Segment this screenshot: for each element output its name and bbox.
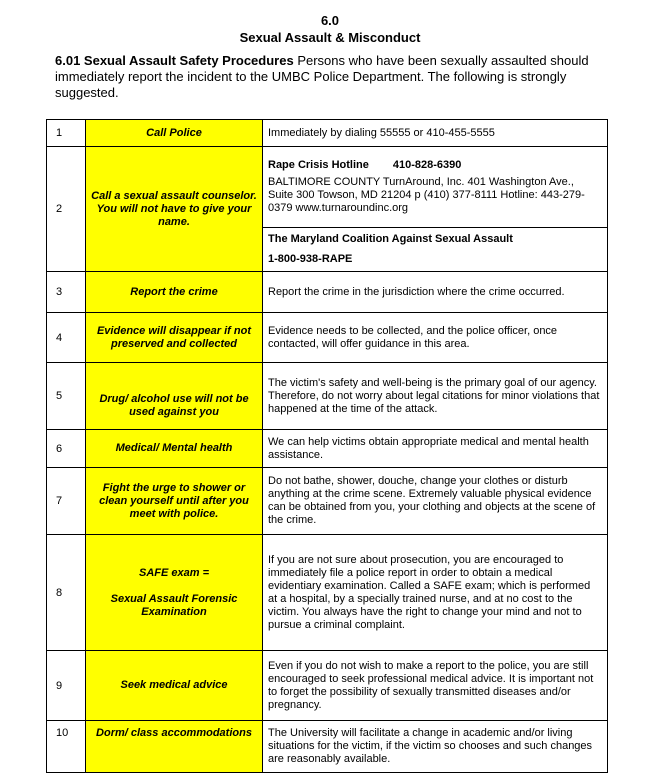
step-label [86, 535, 263, 651]
step-label: Fight the urge to shower or clean yourself until after you meet with police. [86, 468, 263, 535]
row-number: 5 [47, 363, 86, 430]
coalition-name: The Maryland Coalition Against Sexual Assault [268, 233, 513, 245]
step-label: Evidence will disappear if not preserved and collected [86, 313, 263, 363]
procedures-table [46, 119, 608, 773]
step-description: Even if you do not wish to make a report to the police, you are still encouraged to seek professional medical advice. It is important not to forget the possibility of sexually transmitted diseases and/or pregnancy. [263, 651, 608, 721]
row-number: 4 [47, 313, 86, 363]
hotline-detail: BALTIMORE COUNTY TurnAround, Inc. 401 Washington Ave., Suite 300 Towson, MD 21204 p (410) 377-8111 Hotline: 443-279-0379 www.turnaroundinc.org [268, 176, 585, 214]
table-row [47, 430, 608, 468]
hotline-cell [263, 147, 608, 228]
intro-text: Persons who have been sexually assaulted should immediately report the incident to the UMBC Police Department. The following is strongly suggested. [55, 53, 589, 100]
step-label: Report the crime [86, 272, 263, 313]
table-row [47, 651, 608, 721]
intro-heading: 6.01 Sexual Assault Safety Procedures [55, 53, 294, 68]
section-number: 6.0 [320, 13, 340, 28]
table-row [47, 120, 608, 147]
section-title: Sexual Assault & Misconduct [239, 30, 421, 45]
step-label: Drug/ alcohol use will not be used against you [86, 363, 263, 430]
intro-paragraph [55, 53, 625, 101]
coalition-cell [263, 228, 608, 272]
table-row [47, 721, 608, 773]
step-description: If you are not sure about prosecution, you are encouraged to immediately file a police report in order to obtain a medical evidentiary examination. Called a SAFE exam; which is performed at a hospital, by a specially trained nurse, and at no cost to the victim. You always have the right to change your mind and not to pursue a criminal complaint. [263, 535, 608, 651]
step-label: Call a sexual assault counselor. You will not have to give your name. [86, 147, 263, 272]
hotline-phone: 410-828-6390 [392, 159, 462, 171]
step-description: Report the crime in the jurisdiction where the crime occurred. [263, 272, 608, 313]
table-row [47, 535, 608, 651]
row-number: 3 [47, 272, 86, 313]
table-row [47, 272, 608, 313]
table-row [47, 313, 608, 363]
safe-exam-definition: Sexual Assault Forensic Examination [110, 592, 238, 618]
step-description: We can help victims obtain appropriate medical and mental health assistance. [263, 430, 608, 468]
row-number: 7 [47, 468, 86, 535]
row-number: 6 [47, 430, 86, 468]
step-description: Immediately by dialing 55555 or 410-455-5555 [263, 120, 608, 147]
step-description: Evidence needs to be collected, and the police officer, once contacted, will offer guidance in this area. [263, 313, 608, 363]
coalition-phone: 1-800-938-RAPE [268, 253, 353, 265]
table-row [47, 468, 608, 535]
row-number: 1 [47, 120, 86, 147]
step-description: The victim's safety and well-being is the primary goal of our agency. Therefore, do not worry about legal citations for minor violations that happened at the time of the attack. [263, 363, 608, 430]
safe-exam-label: SAFE exam = [138, 566, 209, 579]
row-number: 2 [47, 147, 86, 272]
table-row [47, 147, 608, 228]
step-label: Call Police [86, 120, 263, 147]
step-label: Seek medical advice [86, 651, 263, 721]
row-number: 10 [47, 721, 86, 773]
hotline-name: Rape Crisis Hotline [268, 159, 369, 171]
table-row [47, 363, 608, 430]
step-description: Do not bathe, shower, douche, change your clothes or disturb anything at the crime scene. Extremely valuable physical evidence can be obtained from you, your clothing and objects at the scene of the crime. [263, 468, 608, 535]
step-description: The University will facilitate a change in academic and/or living situations for the victim, if the victim so chooses and such changes are reasonably available. [263, 721, 608, 773]
row-number: 8 [47, 535, 86, 651]
row-number: 9 [47, 651, 86, 721]
step-label: Medical/ Mental health [86, 430, 263, 468]
step-label: Dorm/ class accommodations [86, 721, 263, 773]
